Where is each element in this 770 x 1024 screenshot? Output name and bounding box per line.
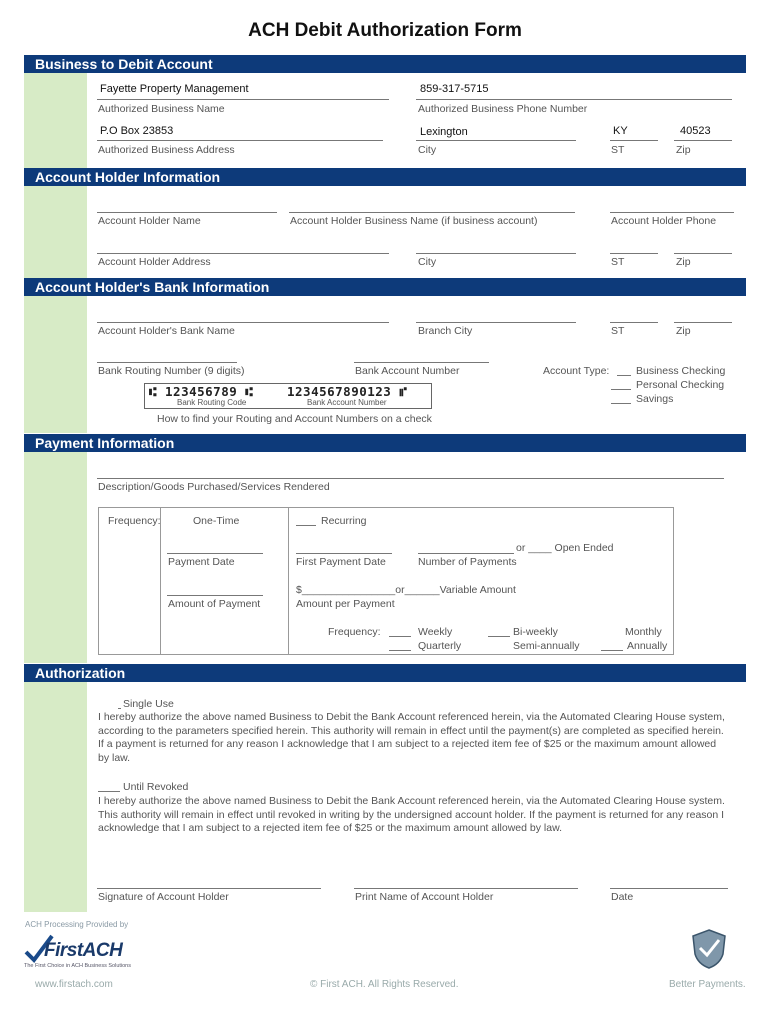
bank-name-label: Account Holder's Bank Name (98, 325, 235, 337)
signature-label: Signature of Account Holder (98, 891, 229, 903)
recurring-checkbox[interactable] (296, 525, 316, 526)
payment-date-label: Payment Date (168, 556, 235, 568)
business-st-label: ST (611, 144, 625, 156)
section-header-business: Business to Debit Account (24, 55, 746, 73)
micr-account-caption: Bank Account Number (307, 398, 387, 407)
weekly-label: Weekly (418, 626, 453, 638)
section-gutter (24, 296, 87, 433)
business-zip-label: Zip (676, 144, 691, 156)
section-header-bank: Account Holder's Bank Information (24, 278, 746, 296)
security-shield-icon (690, 928, 728, 970)
print-name-field[interactable] (354, 888, 578, 889)
business-city-value[interactable]: Lexington (420, 126, 468, 138)
footer-copyright: © First ACH. All Rights Reserved. (310, 979, 459, 990)
business-name-value[interactable]: Fayette Property Management (100, 83, 249, 95)
monthly-label[interactable]: Monthly (625, 626, 662, 638)
business-city-line (416, 140, 576, 141)
micr-routing-caption: Bank Routing Code (177, 398, 247, 407)
date-field[interactable] (610, 888, 728, 889)
business-checking-label: Business Checking (636, 365, 726, 377)
holder-st-label: ST (611, 256, 625, 268)
holder-address-field[interactable] (97, 253, 389, 254)
business-phone-line (416, 99, 732, 100)
savings-checkbox[interactable] (611, 403, 631, 404)
annually-checkbox[interactable] (601, 650, 623, 651)
business-checking-checkbox[interactable] (617, 375, 631, 376)
holder-phone-field[interactable] (610, 212, 734, 213)
single-use-checkbox[interactable] (118, 708, 121, 709)
semiannually-label[interactable]: Semi-annually (513, 640, 580, 652)
footer-website[interactable]: www.firstach.com (35, 979, 113, 990)
logo-text: FirstACH (44, 940, 123, 961)
section-gutter (24, 73, 87, 168)
business-name-line (97, 99, 389, 100)
one-time-option[interactable]: One-Time (193, 515, 240, 527)
business-address-value[interactable]: P.O Box 23853 (100, 125, 174, 137)
until-revoked-checkbox[interactable] (98, 791, 120, 792)
date-label: Date (611, 891, 634, 903)
business-st-line (610, 140, 658, 141)
holder-city-label: City (418, 256, 437, 268)
ach-provided-by: ACH Processing Provided by (25, 920, 129, 929)
branch-city-field[interactable] (416, 322, 576, 323)
micr-account-digits: 1234567890123 ⑈ (287, 384, 408, 399)
number-of-payments-field[interactable] (418, 553, 514, 554)
description-label: Description/Goods Purchased/Services Rendered (98, 481, 330, 493)
page-title: ACH Debit Authorization Form (248, 20, 522, 41)
quarterly-label: Quarterly (418, 640, 462, 652)
holder-zip-label: Zip (676, 256, 691, 268)
personal-checking-label: Personal Checking (636, 379, 725, 391)
frequency-divider (288, 507, 289, 655)
branch-city-label: Branch City (418, 325, 473, 337)
holder-business-name-field[interactable] (289, 212, 575, 213)
recurring-frequency-label: Frequency: (328, 626, 381, 638)
signature-field[interactable] (97, 888, 321, 889)
holder-business-name-label: Account Holder Business Name (if business account) (290, 215, 538, 227)
print-name-label: Print Name of Account Holder (355, 891, 494, 903)
bank-name-field[interactable] (97, 322, 389, 323)
first-payment-date-label: First Payment Date (296, 556, 386, 568)
firstach-logo (22, 932, 132, 972)
amount-per-payment-label: Amount per Payment (296, 598, 395, 610)
check-micr-example (144, 383, 432, 409)
bank-zip-label: Zip (676, 325, 691, 337)
number-of-payments-label: Number of Payments (418, 556, 517, 568)
routing-number-label: Bank Routing Number (9 digits) (98, 365, 245, 377)
business-address-label: Authorized Business Address (98, 144, 235, 156)
open-ended-option[interactable]: or ____ Open Ended (516, 542, 614, 554)
check-help-text: How to find your Routing and Account Numbers on a check (157, 413, 432, 425)
holder-name-field[interactable] (97, 212, 277, 213)
frequency-box (98, 507, 674, 655)
frequency-divider (160, 507, 161, 655)
first-payment-date-field[interactable] (296, 553, 392, 554)
holder-st-field[interactable] (610, 253, 658, 254)
amount-per-payment-field[interactable]: $________________or______Variable Amount (296, 584, 516, 596)
section-header-payment: Payment Information (24, 434, 746, 452)
savings-label: Savings (636, 393, 674, 405)
weekly-checkbox[interactable] (389, 636, 411, 637)
section-gutter (24, 186, 87, 279)
amount-of-payment-label: Amount of Payment (168, 598, 261, 610)
business-zip-line (674, 140, 732, 141)
description-field[interactable] (97, 478, 724, 479)
business-zip-value[interactable]: 40523 (680, 125, 711, 137)
footer-slogan: Better Payments. (669, 979, 746, 990)
holder-phone-label: Account Holder Phone (611, 215, 717, 227)
business-st-value[interactable]: KY (613, 125, 628, 137)
recurring-label: Recurring (321, 515, 367, 527)
business-name-label: Authorized Business Name (98, 103, 225, 115)
amount-of-payment-field[interactable] (167, 595, 263, 596)
payment-date-field[interactable] (167, 553, 263, 554)
bank-st-label: ST (611, 325, 625, 337)
business-address-line (97, 140, 383, 141)
business-phone-label: Authorized Business Phone Number (418, 103, 588, 115)
annually-label: Annually (627, 640, 668, 652)
section-header-authorization: Authorization (24, 664, 746, 682)
business-phone-value[interactable]: 859-317-5715 (420, 83, 489, 95)
section-gutter (24, 682, 87, 912)
biweekly-checkbox[interactable] (488, 636, 510, 637)
section-gutter (24, 452, 87, 663)
account-type-label: Account Type: (543, 365, 610, 377)
single-use-label: Single Use (123, 698, 174, 710)
account-number-label: Bank Account Number (355, 365, 460, 377)
biweekly-label: Bi-weekly (513, 626, 558, 638)
single-use-text: I hereby authorize the above named Business to Debit the Bank Account referenced herein, via the Automated Clearing House system, according to the parameters specified herein. This authority will remain in effect until the payment(s) are completed as specified herein. If a payment is returned for any reason I acknowledge that I am subject to a rejected item fee of $25 or the maximum amount allowed by law. (98, 711, 725, 764)
section-header-holder: Account Holder Information (24, 168, 746, 186)
until-revoked-text: I hereby authorize the above named Business to Debit the Bank Account referenced herein, via the Automated Clearing House system. This authority will remain in effect until revoked in writing by the undersigned account holder. If the payment is returned for any reason I acknowledge that I am subject to a rejected item fee of $25 or the maximum amount allowed by law. (98, 795, 725, 834)
holder-zip-field[interactable] (674, 253, 732, 254)
routing-number-field[interactable] (97, 362, 237, 363)
business-city-label: City (418, 144, 437, 156)
holder-name-label: Account Holder Name (98, 215, 201, 227)
quarterly-checkbox[interactable] (389, 650, 411, 651)
holder-address-label: Account Holder Address (98, 256, 211, 268)
frequency-label: Frequency: (108, 515, 161, 527)
personal-checking-checkbox[interactable] (611, 389, 631, 390)
until-revoked-label: Until Revoked (123, 781, 189, 793)
holder-city-field[interactable] (416, 253, 576, 254)
bank-zip-field[interactable] (674, 322, 732, 323)
logo-tagline: The First Choice in ACH Business Solutions (24, 963, 131, 969)
bank-st-field[interactable] (610, 322, 658, 323)
account-number-field[interactable] (354, 362, 489, 363)
micr-routing-digits: ⑆ 123456789 ⑆ (149, 384, 254, 399)
